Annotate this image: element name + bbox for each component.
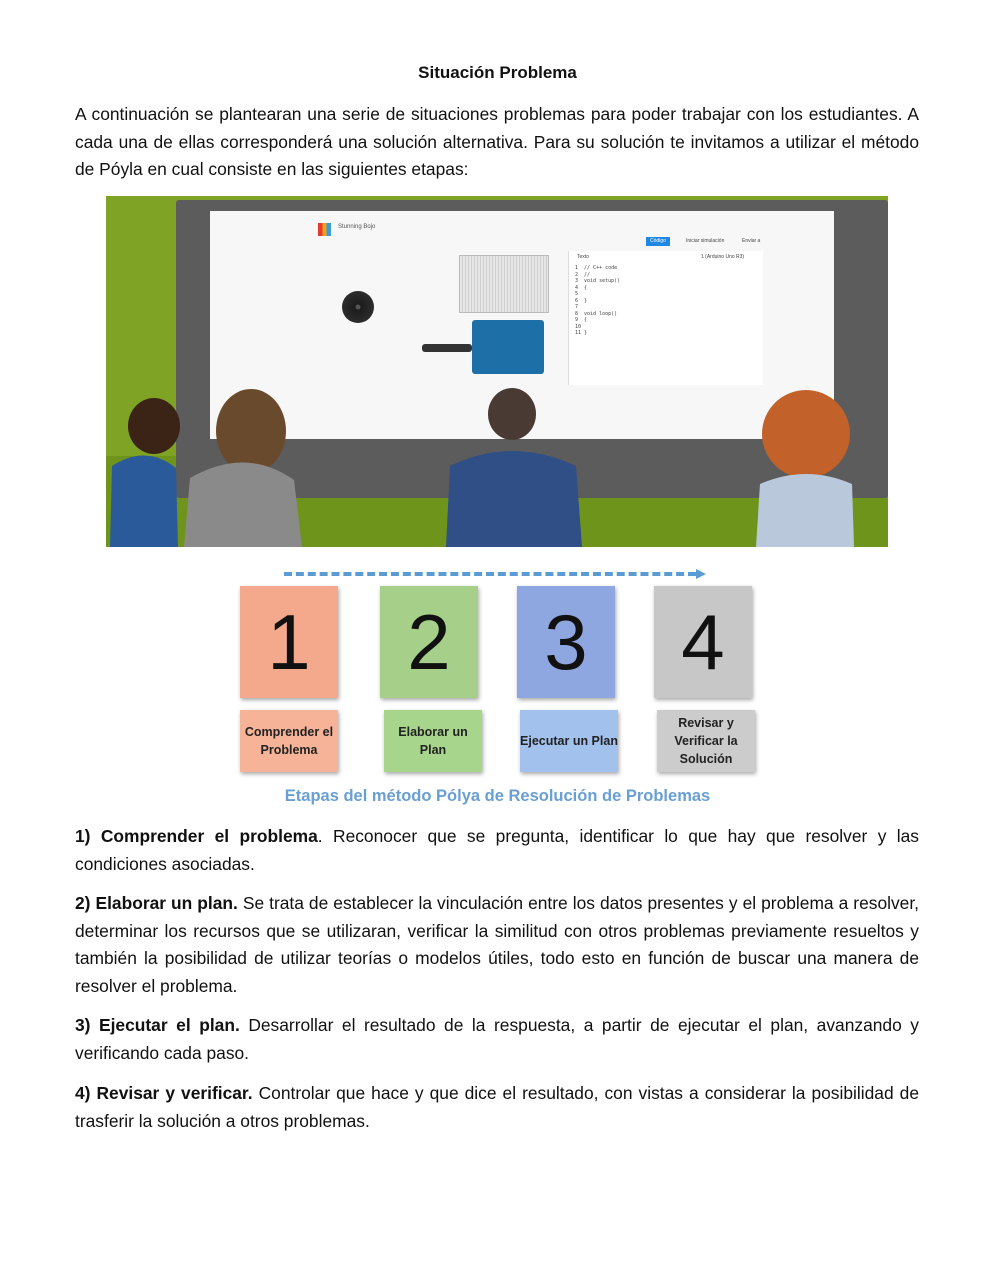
- design-name: Stunning Bojo: [338, 224, 376, 230]
- step-number-1: 1: [240, 586, 338, 698]
- stage-3-text: Desarrollar el resultado de la respuesta, a partir de ejecutar el plan, avanzando y verificando cada paso.: [75, 1015, 919, 1063]
- virtual-classroom-image: [106, 196, 888, 547]
- stage-2-text: Se trata de establecer la vinculación entre los datos presentes y el problema a resolver, determinar los recursos que se utilizaran, verificar la similitud con otros problemas previamente resueltos y también la posibilidad de utilizar teorías o modelos útiles, todo esto en función de buscar una manera de resolver el problema.: [75, 893, 920, 996]
- step-label-4: Revisar y Verificar la Solución: [657, 710, 755, 772]
- avatar-left-boy: [110, 398, 180, 547]
- stage-1-heading: 1) Comprender el problema: [75, 826, 318, 846]
- avatar-center-boy: [446, 388, 582, 547]
- piezo-buzzer: [342, 291, 374, 323]
- step-number-3: 3: [517, 586, 615, 698]
- stage-4-text: Controlar que hace y que dice el resultado, con vistas a considerar la posibilidad de trasferir la solución a otros problemas.: [75, 1083, 919, 1131]
- step-number-2: 2: [380, 586, 478, 698]
- code-text: 1 // C++ code 2 // 3 void setup() 4 { 5 6 } 7 8 void loop() 9 { 10 11 }: [575, 265, 621, 336]
- stage-2-heading: 2) Elaborar un plan.: [75, 893, 238, 913]
- tinkercad-logo: [318, 223, 331, 236]
- usb-cable: [422, 344, 472, 352]
- avatar-right-girl: [756, 390, 854, 547]
- stage-1-paragraph: [75, 823, 919, 878]
- step-label-1: Comprender el Problema: [240, 710, 338, 772]
- stage-3-paragraph: [75, 1012, 919, 1067]
- stage-3-heading: 3) Ejecutar el plan.: [75, 1015, 240, 1035]
- stage-1-text: . Reconocer que se pregunta, identificar lo que hay que resolver y las condiciones asociadas.: [75, 826, 920, 874]
- intro-paragraph: A continuación se plantearan una serie de situaciones problemas para poder trabajar con los estudiantes. A cada una de ellas corresponderá una solución alternativa. Para su solución te invitamos a utilizar el método de Póyla en cual consiste en las siguientes etapas:: [75, 104, 919, 179]
- progress-arrow-line: [284, 572, 696, 576]
- page-title: Situación Problema: [418, 63, 577, 82]
- arrow-head-icon: [696, 569, 706, 579]
- stage-4-paragraph: [75, 1080, 919, 1135]
- step-number-4: 4: [654, 586, 752, 698]
- stage-2-paragraph: [75, 890, 919, 1000]
- code-editor: [568, 251, 763, 385]
- student-avatars: [106, 386, 888, 547]
- code-button[interactable]: Código: [646, 237, 670, 246]
- step-label-3: Ejecutar un Plan: [520, 710, 618, 772]
- step-label-2: Elaborar un Plan: [384, 710, 482, 772]
- start-simulation-button[interactable]: Iniciar simulación: [686, 238, 725, 244]
- code-mode-select[interactable]: Texto: [577, 254, 589, 260]
- send-button[interactable]: Enviar a: [742, 238, 761, 244]
- breadboard: [459, 255, 549, 313]
- arduino-board: [472, 320, 544, 374]
- stage-4-heading: 4) Revisar y verificar.: [75, 1083, 253, 1103]
- board-select[interactable]: 1 (Arduino Uno R3): [701, 254, 745, 260]
- diagram-caption: Etapas del método Pólya de Resolución de Problemas: [284, 787, 711, 805]
- avatar-girl-gray: [184, 389, 302, 547]
